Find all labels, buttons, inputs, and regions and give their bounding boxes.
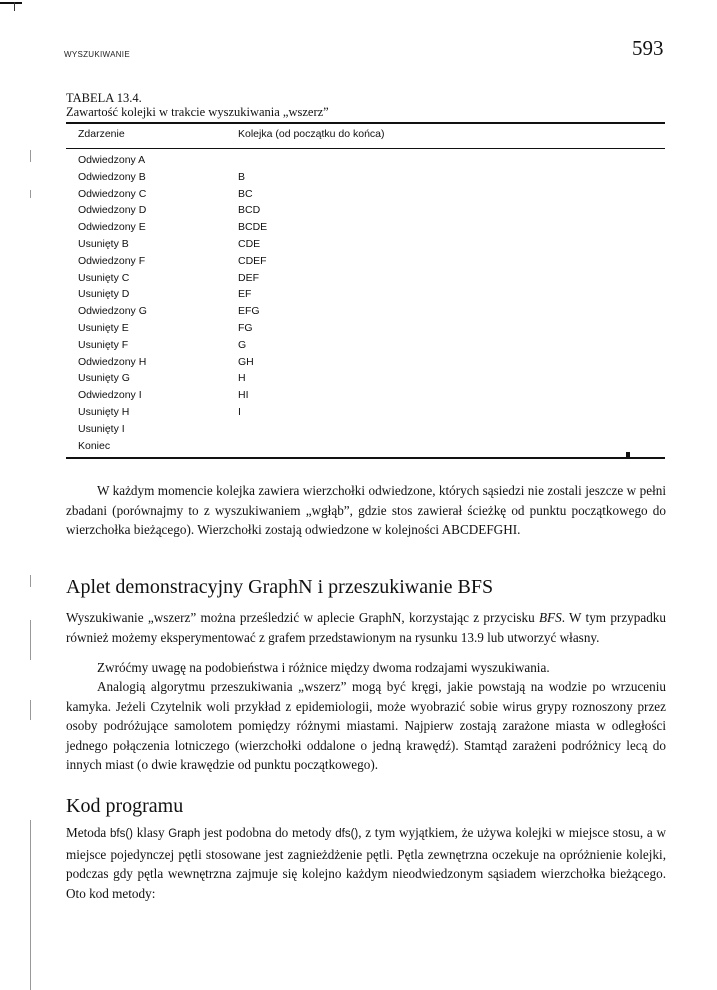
table-row xyxy=(78,423,638,440)
scan-margin-line xyxy=(30,190,31,198)
table-bottom-rule xyxy=(66,457,665,459)
queue-cell: EFG xyxy=(238,305,260,318)
code-graph: Graph xyxy=(168,828,201,840)
column-header-event: Zdarzenie xyxy=(78,128,125,140)
queue-cell: H xyxy=(238,372,246,385)
table-row xyxy=(78,238,638,255)
queue-cell: B xyxy=(238,170,246,183)
queue-cell: GH xyxy=(238,355,254,368)
event-cell: Odwiedzony F xyxy=(78,254,146,267)
queue-cell: G xyxy=(238,338,247,351)
table-row xyxy=(78,221,638,238)
queue-cell: CDEF xyxy=(238,254,267,267)
event-cell: Usunięty H xyxy=(78,405,130,418)
table-row xyxy=(78,171,638,188)
event-cell: Odwiedzony C xyxy=(78,187,147,200)
event-cell: Usunięty F xyxy=(78,338,129,351)
table-row xyxy=(78,406,638,423)
table-row xyxy=(78,188,638,205)
table-row xyxy=(78,356,638,373)
table-row xyxy=(78,389,638,406)
table-label: TABELA 13.4. xyxy=(66,91,142,105)
event-cell: Usunięty E xyxy=(78,321,129,334)
bfs-button-ref: BFS xyxy=(538,610,562,625)
event-cell: Usunięty D xyxy=(78,288,130,301)
table-row xyxy=(78,322,638,339)
paragraph: Zwróćmy uwagę na podobieństwa i różnice między dwoma rodzajami wyszukiwania. xyxy=(97,660,550,675)
event-cell: Koniec xyxy=(78,439,111,452)
queue-cell: CDE xyxy=(238,237,261,250)
event-cell: Odwiedzony G xyxy=(78,305,147,318)
queue-cell: I xyxy=(238,405,241,418)
code-dfs: dfs() xyxy=(335,828,359,840)
queue-cell: EF xyxy=(238,288,252,301)
paragraph: Metoda bfs() klasy Graph jest podobna do metody dfs(), z tym wyjątkiem, że używa kolejki w miejsce stosu, a w miejsce pojedynczej pętli stosowane jest zagnieżdżenie pętli. Pętla zewnętrzna oczekuje na opróżnienie kolejki, podczas gdy pętla wewnętrzna zajmuje się kolejno każdym nieodwiedzonym sąsiadem wierzchołka bieżącego. Oto kod metody: xyxy=(66,825,666,901)
paragraph: Wyszukiwanie „wszerz” można prześledzić w aplecie GraphN, korzystając z przycisku BFS. W tym przypadku również możemy eksperymentować z grafem przedstawionym na rysunku 13.9 lub utworzyć własny. xyxy=(66,610,666,645)
queue-cell: BCDE xyxy=(238,221,268,234)
table-header-rule xyxy=(66,148,665,149)
queue-cell: HI xyxy=(238,389,249,402)
queue-cell: DEF xyxy=(238,271,259,284)
scan-margin-line xyxy=(30,820,31,990)
table-row xyxy=(78,255,638,272)
paragraph xyxy=(66,481,666,540)
event-cell: Usunięty C xyxy=(78,271,130,284)
event-cell: Usunięty I xyxy=(78,422,125,435)
table-row xyxy=(78,372,638,389)
paragraph-text: W każdym momencie kolejka zawiera wierzchołki odwiedzone, których sąsiedzi nie zostali jeszcze w pełni zbadani (porównajmy to z wyszukiwaniem „wgłąb”, gdzie stos zawierał ścieżkę od punktu początkowego do wierzchołka bieżącego). Wierzchołki zostają odwiedzone w kolejności ABCDEFGHI. xyxy=(66,483,666,538)
event-cell: Odwiedzony H xyxy=(78,355,147,368)
table-row xyxy=(78,204,638,221)
event-cell: Usunięty B xyxy=(78,237,129,250)
scan-margin-line xyxy=(30,575,31,587)
event-cell: Odwiedzony E xyxy=(78,221,146,234)
scan-margin-line xyxy=(30,700,31,720)
section-heading: Aplet demonstracyjny GraphN i przeszukiwanie BFS xyxy=(66,576,494,598)
running-head: WYSZUKIWANIE xyxy=(64,50,130,59)
table-title: Zawartość kolejki w trakcie wyszukiwania „wszerz” xyxy=(66,105,329,119)
table-end-mark xyxy=(626,452,630,457)
scan-margin-line xyxy=(30,620,31,660)
column-header-queue: Kolejka (od początku do końca) xyxy=(238,128,385,140)
event-cell: Odwiedzony A xyxy=(78,154,146,166)
paragraph: Analogią algorytmu przeszukiwania „wszerz” mogą być kręgi, jakie powstają na wodzie po wrzuceniu kamyka. Jeżeli Czytelnik woli przykład z epidemiologii, może wyobrazić sobie wirus grypy roznoszony przez osoby podróżujące samolotem pomiędzy różnymi miastami. Najpierw zostają zarażone miasta w odległości jednego połączenia lotniczego (wierzchołki oddalone o jedną krawędź). Stamtąd zarażeni podróżnicy lecą do innych miast (o dwie krawędzie od punktu początkowego). xyxy=(66,679,666,773)
table-row xyxy=(78,154,638,171)
queue-cell: BC xyxy=(238,187,253,200)
event-cell: Odwiedzony D xyxy=(78,204,147,217)
scan-margin-line xyxy=(30,150,31,162)
table-body xyxy=(78,154,638,456)
table-row xyxy=(78,288,638,305)
event-cell: Odwiedzony I xyxy=(78,389,142,402)
queue-cell: BCD xyxy=(238,204,261,217)
table-caption xyxy=(66,91,329,119)
crop-mark xyxy=(0,0,22,12)
section-heading: Kod programu xyxy=(66,795,184,817)
page-number: 593 xyxy=(632,36,664,60)
table-row xyxy=(78,440,638,457)
table-row xyxy=(78,339,638,356)
event-cell: Odwiedzony B xyxy=(78,170,146,183)
table-row xyxy=(78,272,638,289)
table-row xyxy=(78,305,638,322)
queue-cell: FG xyxy=(238,321,253,334)
code-bfs: bfs() xyxy=(110,828,133,840)
event-cell: Usunięty G xyxy=(78,372,130,385)
table-top-rule xyxy=(66,122,665,124)
